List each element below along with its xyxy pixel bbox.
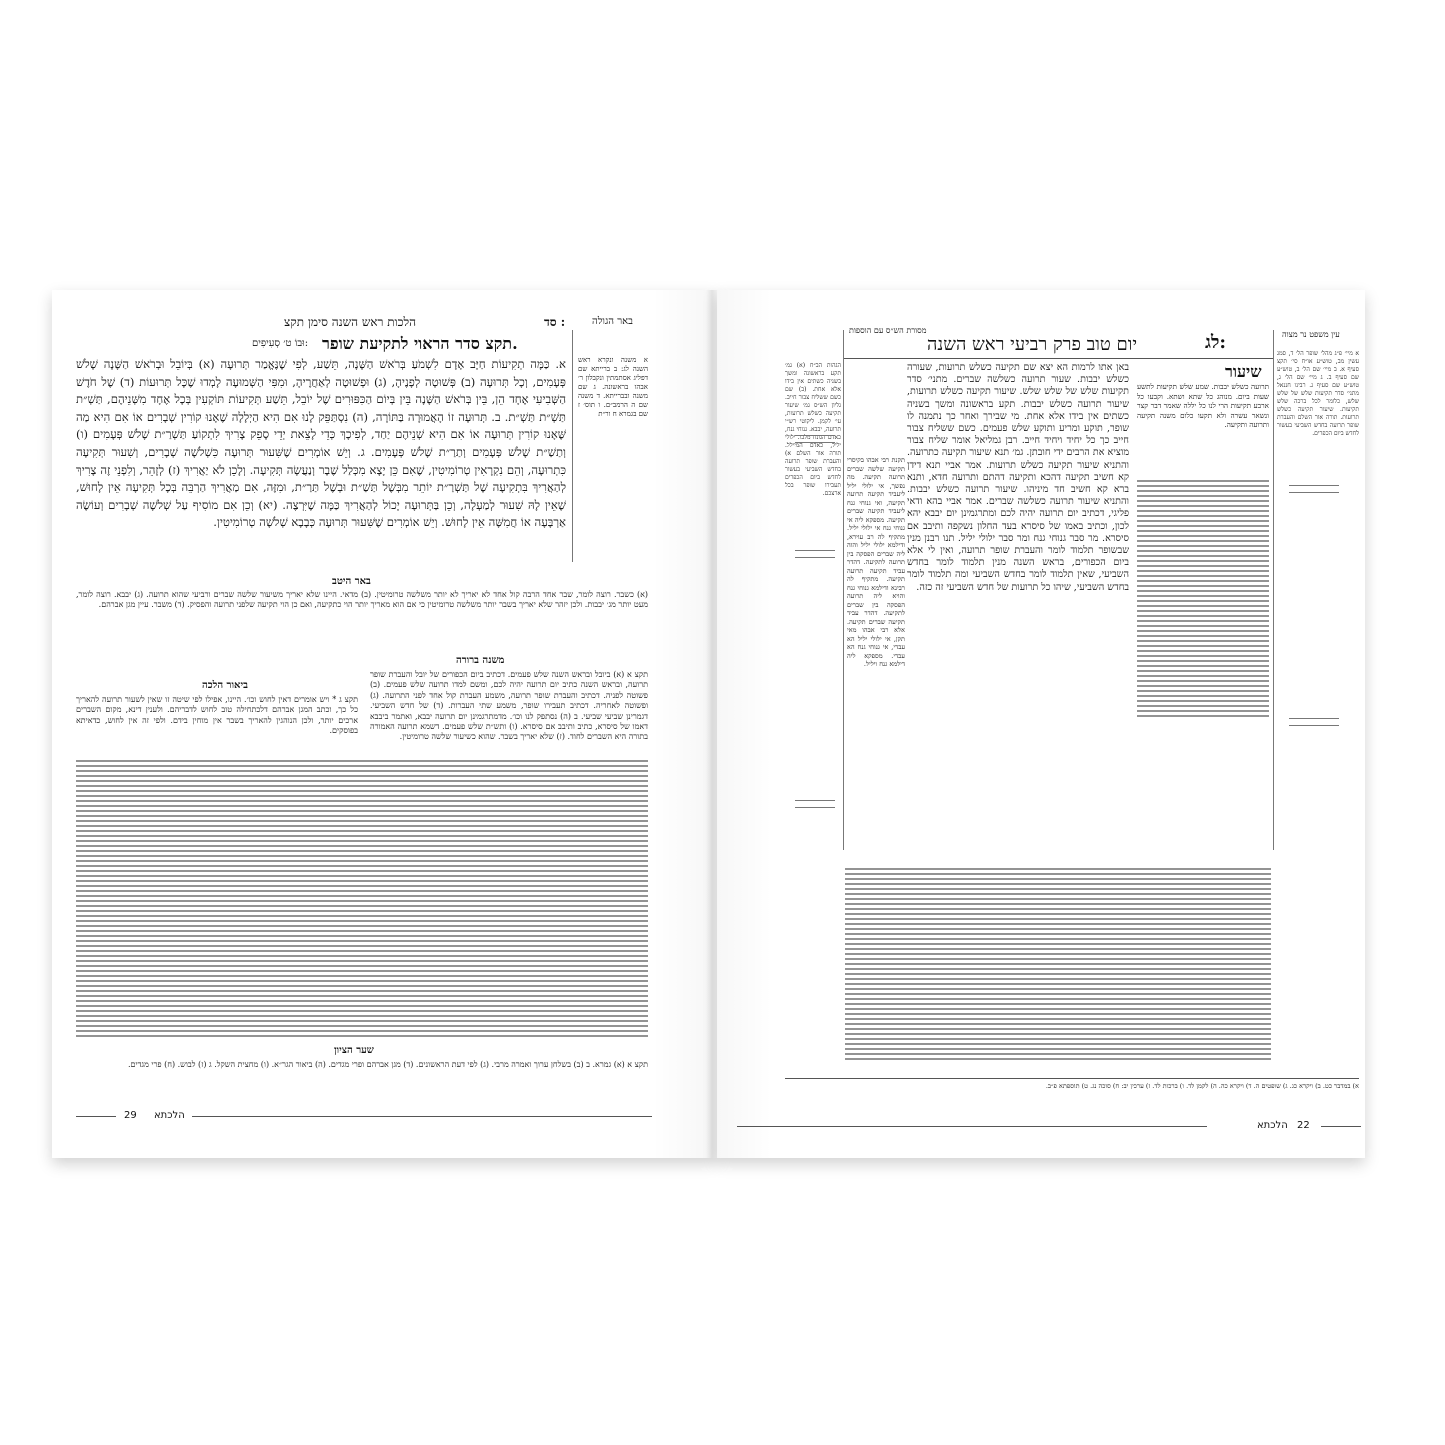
chapter-note: וּבוֹ ט׳ סְעִיפִים: <box>252 338 309 349</box>
column-divider-left <box>843 330 844 850</box>
main-text: א. כַּמָּה תְקִיעוֹת חַיָּב אָדָם לִשְׁמֹעַ בְּרֹאשׁ הַשָּׁנָה, תֵּשַׁע, לְפִי שֶׁנֶּאֱמַר תְּרוּעָה (א) בְּיוֹבֵל וּבְרֹאשׁ הַשָּׁנָה שָׁלֹשׁ פְּעָמִים, וְכָל תְּרוּעָה (ב) פְּשׁוּטָה לְפָנֶיהָ, (ג) וּפְשׁוּטָה לְאַחֲרֶיהָ, וּמִפִּי הַשְּׁמוּעָה לָמְדוּ שֶׁכָּל תְּרוּעוֹת (ד) שֶׁל חֹדֶשׁ הַשְּׁבִיעִי אֶחָד הֵן, בֵּין בְּרֹאשׁ הַשָּׁנָה בֵּין בְּיוֹם הַכִּפּוּרִים שֶׁל יוֹבֵל, תֵּשַׁע תְּקִיעוֹת תּוֹקְעִין בְּכָל אֶחָד מִשְּׁנֵיהֶם, תַּשְׁ״ת תַּשְׁ״ת תַּשְׁ״ת. ב. תְּרוּעָה זוֹ הָאֲמוּרָה בַּתּוֹרָה, (ה) נִסְתַּפֵּק לָנוּ אִם הִיא הַיְלָלָה שֶׁאָנוּ קוֹרִין שְׁבָרִים אוֹ אִם הִיא מַה שֶּׁאָנוּ קוֹרִין תְּרוּעָה אוֹ אִם הִיא שְׁנֵיהֶם יַחַד, לְפִיכָךְ כְּדֵי לָצֵאת יְדֵי סָפֵק צָרִיךְ לִתְקוֹעַ תַּשְׁרַ״ת שָׁלֹשׁ פְּעָמִים (ו) וְתַשַׁ״ת שָׁלֹשׁ פְּעָמִים וְתַרַ״ת שָׁלֹשׁ פְּעָמִים. ג. וְיֵשׁ אוֹמְרִים שֶׁשִּׁעוּר תְּרוּעָה כִּשְׁלֹשָׁה שְׁבָרִים, וְשִׁעוּר תְּקִיעָה כִּתְרוּעָה, וְהֵם נִקְרָאִין טְרוֹמִיטִין, שֶׁאִם כֵּן יָצָא מִכְּלַל שֶׁבֶר וְנַעֲשָׂה תְּקִיעָה. וְלָכֵן לֹא יַאֲרִיךְ (ז) לְזָהֵר, וְלִפְנֵי זֶה צָרִיךְ לְהַאֲרִיךְ בִּתְקִיעָה שֶׁל תַּשְׁרַ״ת יוֹתֵר מִבְּשֶׁל תַּשַׁ״ת וּבְשֶׁל תַּרַ״ת, וּמִזֶּה, אִם מַאֲרִיךְ הַרְבֵּה בְּכָל תְּקִיעָה אֵין לָחוּשׁ, שֶׁאֵין לָהּ שִׁעוּר לְמַעְלָה, וְכֵן בַּתְּרוּעָה יָכוֹל לְהַאֲרִיךְ כַּמָּה שֶׁיִּרְצֶה. (יא) וְכֵן אִם מוֹסִיף עַל שְׁלֹשָׁה שְׁבָרִים וְעוֹשֶׂה אַרְבָּעָה אוֹ חֲמִשָּׁה אֵין לָחוּשׁ. וְיֵשׁ אוֹמְרִים שֶׁשִּׁעוּר תְּרוּעָה כְּבָבָא שְׁלֹשָׁה טְרוֹמִיטִין. <box>76 357 566 530</box>
talmud-text: באן אתו לרמות הא יצא שם תקיעה כשלש תרועות, שעורה כשלש יבבות. שעור תרועה כשלשה שברים. מתני׳ סדר תקיעות שלש של שלש שלש. שיעור תקיעה כשלש תרועות, שיעור תרועה כשלש יבבות. תקע בראשונה ומשך בשניה כשתים אין בידו אלא אחת. מי שבירך ואחר כך נתמנה לו שופר, תוקע ומריע ותוקע שלש פעמים. כשם ששליח צבור חייב כך כל יחיד ויחיד חייב. רבן גמליאל אומר שליח צבור מוציא את הרבים ידי חובתן. גמ׳ תנא שיעור תקיעה כתרועה. והתניא שיעור תקיעה כשלש תרועות. אמר אביי תנא דידן קא חשיב תקיעה דהכא ותקיעה דהתם ותרועה חדא, ותנא ברא קא חשיב חד מיניהו. שיעור תרועה כשלש יבבות. והתניא שיעור תרועה כשלשה שברים. אמר אביי בהא ודאי פליגי, דכתיב יום תרועה יהיה לכם ומתרגמינן יום יבבא יהא לכון, וכתיב באמו של סיסרא בעד החלון נשקפה ותיבב אם סיסרא. מר סבר גנוחי גנח ומר סבר ילולי יליל. תנו רבנן מנין שבשופר תלמוד לומר והעברת שופר תרועה, ואין לי אלא ביום הכפורים, בראש השנה מנין תלמוד לומר בחדש השביעי, שאין תלמוד לומר בחדש השביעי ומה תלמוד לומר בחדש השביעי, שיהו כל תרועות של חדש השביעי זה כזה. <box>907 362 1129 593</box>
commentary-heading: שיעור <box>1225 362 1262 381</box>
footer-rule-right <box>192 1116 652 1117</box>
corner-label: באר הגולה <box>592 316 633 327</box>
commentary-column-lines <box>1137 480 1269 820</box>
ornament <box>1289 485 1339 493</box>
margin-sources: א משנה ונקרא ראש השנה לג: ב ברייתא שם דפליג אסתמתין ונקבלון ר׳ אבהו בראשונה. ג שם משנה ובברייתא. ד משנה שם ה הרמב״ם. ו תוס׳ ז שם בגמרא ח ור״ת <box>578 356 648 418</box>
column-divider <box>572 330 573 562</box>
footnotes: א) במדבר כט. ב) ויקרא כג. ג) שופטים ה. ד) ויקרא כה. ה) לקמן לד. ו) ברכות לד. ז) ערכין יב: ח) סוכה נג. ט) תוספתא פ״ב. <box>1045 1082 1359 1090</box>
section-text-biur-halacha: תקצ ג * ויש אומרים דאין לחוש וכו׳. היינו, אפילו לפי שיטה זו שאין לשעור תרועה להאריך כל כך, וכתב המגן אברהם דלכתחילה טוב לחוש לדבריהם. ולענין דינא, מקום השברים ארכים יותר, ולכן הנוהגין להאריך בשבר אין מוחין בידם. ולפי זה אין לחוש, כדאיתא בפוסקים. <box>76 695 358 736</box>
column-divider-right <box>1273 330 1274 850</box>
header-rule <box>843 358 1273 359</box>
page-number: 22 <box>1297 1120 1310 1131</box>
section-title-beer-heitev: באר היטב <box>332 576 371 587</box>
book-spread <box>52 290 1365 1158</box>
footer-rule-left <box>737 1126 1207 1127</box>
section-title-mishna-berura: משנה ברורה <box>456 655 505 666</box>
footer-label: הלכתא <box>1257 1120 1288 1131</box>
chapter-title: תקצ סדר הראוי לתקיעת שופר. <box>322 334 518 353</box>
section-text-beer-heitev: (א) כשבר. רוצה לומר, שבר אחד הרבה קול אחד לא יאריך לא יותר משלשה טרומיטין. (ב) מדאי. היינו שלא יאריך משיעור שלשה שברים ורביעי שהוא תרועה. (ג) יבבא. רוצה לומר, מעט יותר מג׳ יבבות. ולכן יזהר שלא יאריך בשבר יותר משלשה טרומיטין כי אם הוא מאריך יותר הוי כתקיעה, ואם כן הוי תקיעה שלפני תרועה והפסיק. (ד) משבר. עיין מגן אברהם. <box>76 590 648 609</box>
running-header: הלכות ראש השנה סימן תקצ <box>284 315 416 329</box>
tosafot-column: תקנת רבי אבהו בקיסרי תקיעה שלשה שברים תרועה תקיעה. מה נפשך, אי ילולי יליל ליעביד תקיעה תרועה תקיעה, ואי גנוחי גנח ליעביד תקיעה שברים תקיעה. מספקא ליה אי גנוחי גנח אי ילולי יליל. מתקיף לה רב עוירא, ודילמא ילולי יליל והוה ליה שברים הפסקה בין תרועה לתקיעה. דהדר עביד תקיעה תרועה תקיעה. מתקיף לה רבינא ודילמא גנוחי גנח והויא ליה תרועה הפסקה בין שברים לתקיעה. דהדר עביד תקיעה שברים תקיעה. אלא רבי אבהו מאי תקן, אי ילולי יליל הא עבדי, אי גנוחי גנח הא עבדי. מספקא ליה דילמא גנח ויליל. <box>847 456 905 668</box>
section-text-mishna-berura: תקצ א (א) ביובל ובראש השנה שלש פעמים. דכתיב ביום הכפורים של יובל והעברת שופר תרועה, ובראש השנה כתיב יום תרועה יהיה לכם, ומשם למדו תרועה שלש פעמים. (ב) פשוטה לפניה. דכתיב והעברת שופר תרועה, משמע העברת קול אחד לפני התרועה. (ג) ופשוטה לאחריה. דכתיב תעבירו שופר, משמע שתי העברות. (ד) של חדש השביעי. דגמרינן שביעי שביעי. ב (ה) נסתפק לנו וכו׳. מדמתרגמינן יום תרועה יבבא, ואתמר ביבבא דאמו של סיסרא, כתיב ותיבב אם סיסרא. (ו) ותש״ת שלש פעמים. דשמא תרועה האמורה בתורה היא השברים לחוד. (ז) שלא יאריך בשבר. שהוא כשיעור שלשה טרומיטין. <box>370 670 648 742</box>
ornament <box>795 550 835 558</box>
corner-label-ein-mishpat: עין משפט נר מצוה <box>1282 330 1340 339</box>
margin-notes-left: הגהות הב״ח (א) גמ׳ תקע בראשונה ומשך בשניה כשתים אין בידו אלא אחת. (ב) שם כשם ששליח צבור חייב. גליון הש״ס גמ׳ שיעור תקיעה כשלש תרועות, עי׳ לקמן. ליקוטי רש״י תרועה, יבבא. גנוחי גנח, כאדם הגונח מלבו. ילולי יליל, כאדם המיילל. תורה אור השלם א) והעברת שופר תרועה בחדש השביעי בעשור לחדש ביום הכפרים תעבירו שופר בכל ארצכם. <box>785 362 841 497</box>
ornament <box>1289 718 1339 726</box>
section-title-biur-halacha: ביאור הלכה <box>202 680 248 691</box>
page-number: 29 <box>124 1110 137 1121</box>
tractate-title: יום טוב פרק רביעי ראש השנה <box>927 334 1138 355</box>
footer-label: הלכתא <box>154 1110 185 1121</box>
commentary-column: תרועה כשלש יבבות. שמע שלש תקיעות לתשע שעות ביום. מנוהג כל שתא ושתא. וקבעו כל ארבע תקיעות הרי לנו כל יללה שאמר דבר קצר ונשאר עשרה ולא תקעו כלום משנה תקיעה ותרועה ותקיעה. <box>1137 382 1269 430</box>
footnote-rule <box>785 1078 1359 1079</box>
footer-rule-left <box>76 1116 116 1117</box>
section-title-shaar-hatziyun: שער הציון <box>334 1045 374 1056</box>
left-page <box>52 290 717 1158</box>
ornament <box>795 800 835 808</box>
footer-rule-right <box>1321 1126 1361 1127</box>
page-folio-hebrew: סד : <box>544 315 566 329</box>
ornament <box>795 435 835 443</box>
right-page <box>717 290 1365 1158</box>
margin-notes-right: א מיי׳ פ״ג מהל׳ שופר הל׳ ד, סמג עשין מב, טוש״ע או״ח סי׳ תקצ סעיף א. ב מיי׳ שם הל׳ ב, טוש״ע שם סעיף ב. ג מיי׳ שם הל׳ ג, טוש״ע שם סעיף ג. רבינו חננאל מתני׳ סדר תקיעות שלש של שלש שלש, כלומר לכל ברכה שלש תקיעות. שיעור תקיעה כשלש תרועות. תורה אור השלם והעברת שופר תרועה בחדש השביעי בעשור לחדש ביום הכפרים. <box>1277 350 1359 437</box>
section-text-shaar-hatziyun: תקצ א (א) גמרא. ב (ב) בשלחן ערוך ואמרה מרבי. (ג) לפי דעת הראשונים. (ד) מגן אברהם ופרי מגדים. (ה) ביאור הגר״א. (ו) מחצית השקל. ג (ז) לבוש. (ח) פרי מגדים. <box>127 1060 648 1069</box>
page-folio: לג: <box>1205 332 1227 353</box>
lower-commentary <box>845 868 1271 1068</box>
commentary-block <box>76 760 648 1040</box>
corner-label-masoret: מסורת הש״ס עם הוספות <box>849 326 927 335</box>
